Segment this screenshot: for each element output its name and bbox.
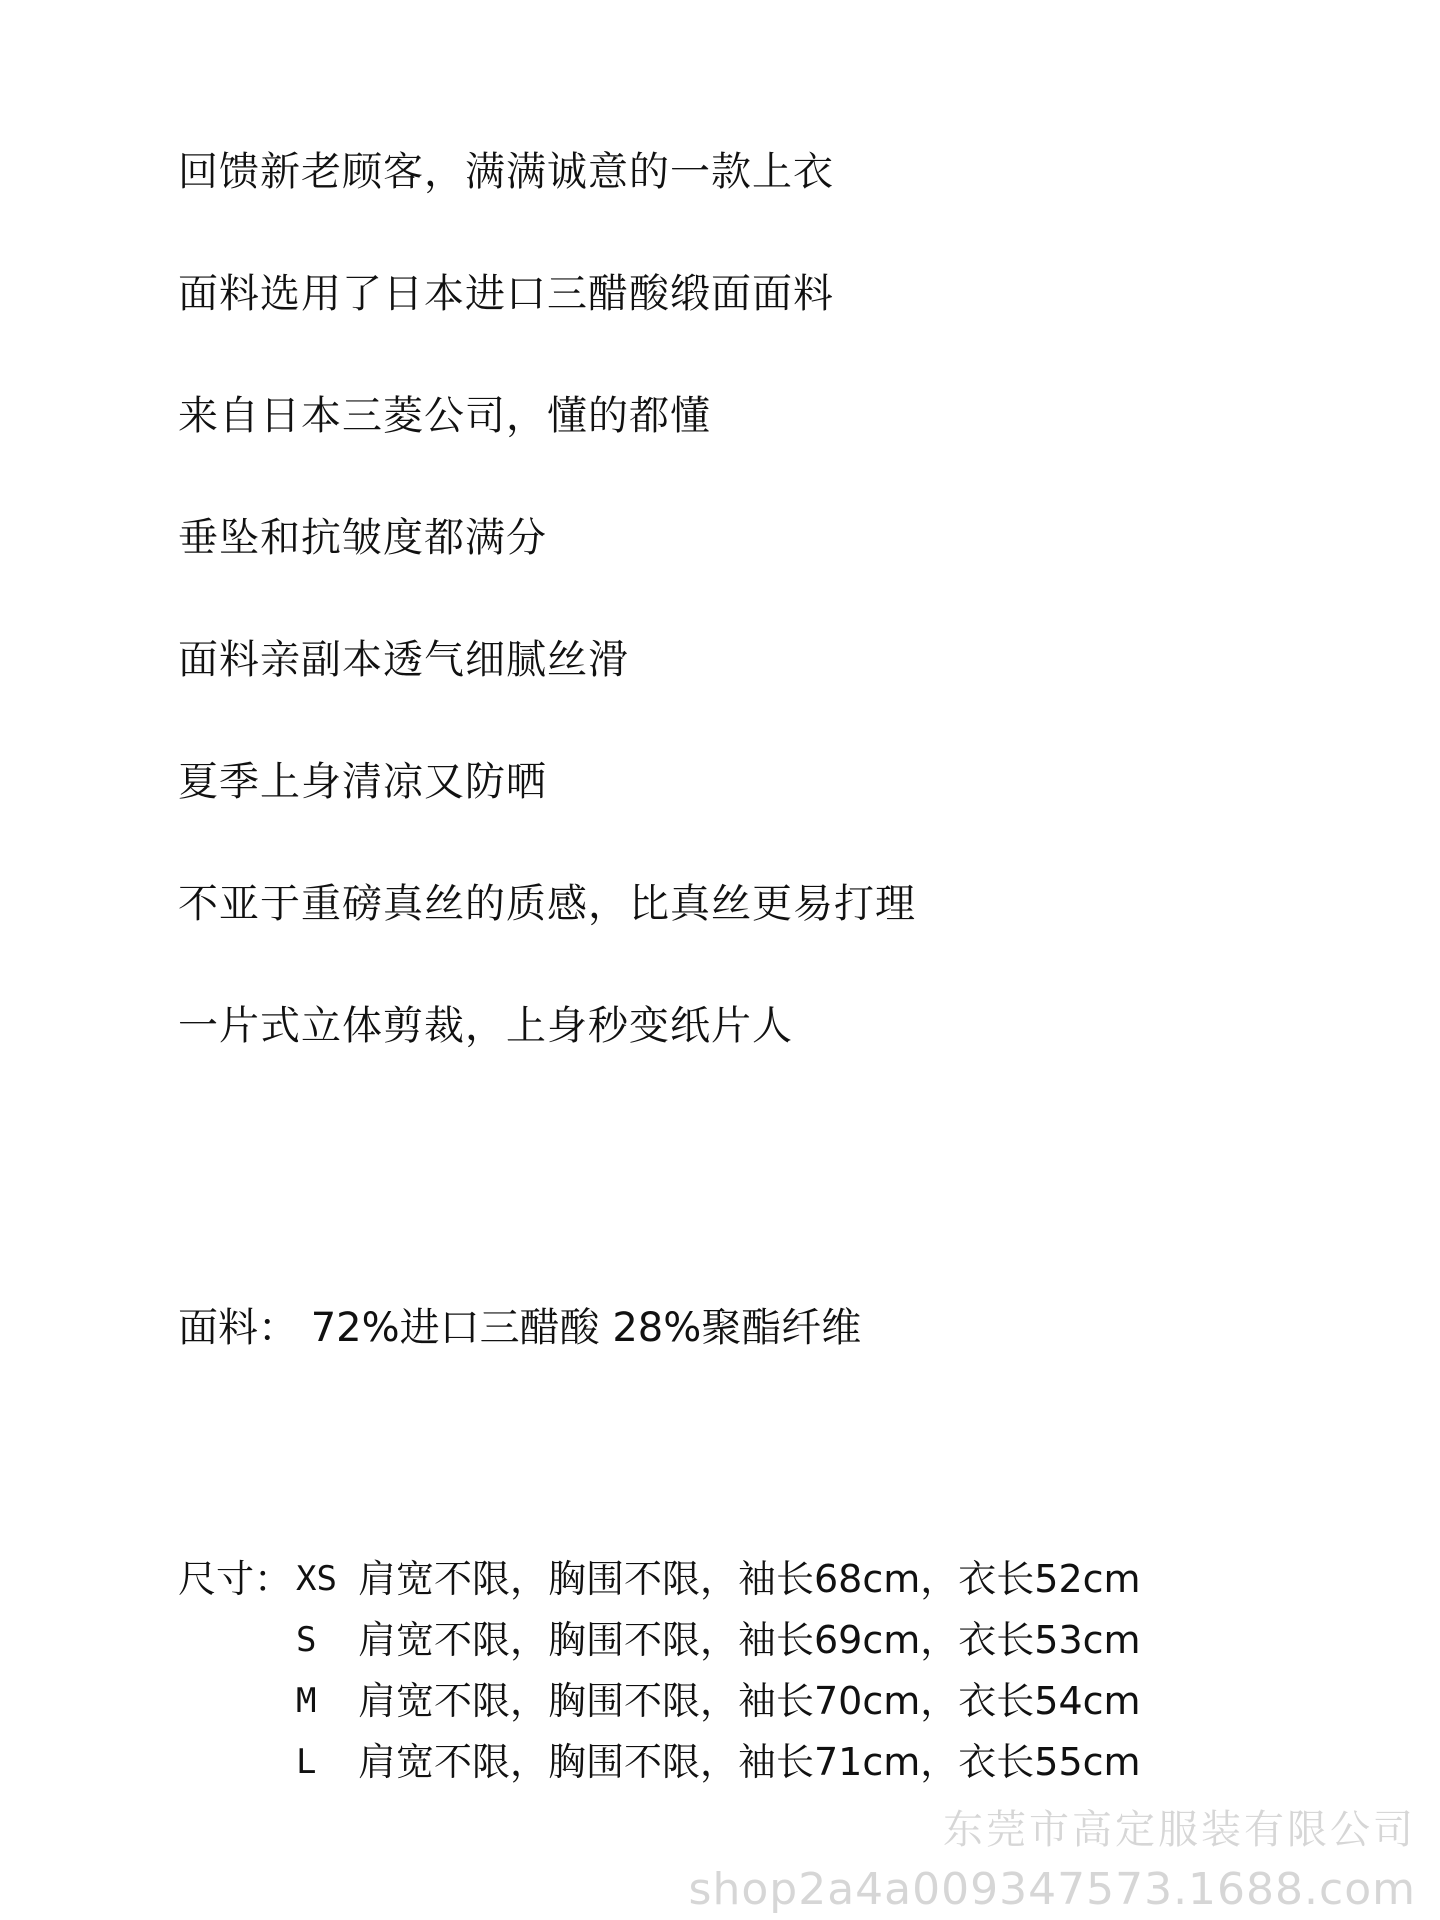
size-row-l: [178, 1731, 1141, 1792]
description-line-3: 来自日本三菱公司，懂的都懂: [178, 393, 711, 439]
size-code: XS: [296, 1558, 337, 1599]
size-desc: 肩宽不限，胸围不限，袖长70cm，衣长54cm: [358, 1678, 1141, 1723]
description-line-1: 回馈新老顾客，满满诚意的一款上衣: [178, 149, 834, 195]
size-code: S: [296, 1619, 317, 1660]
description-line-6: 夏季上身清凉又防晒: [178, 759, 547, 805]
watermark-url: shop2a4a009347573.1688.com: [688, 1864, 1416, 1915]
size-code: M: [296, 1680, 317, 1721]
size-chart: [178, 1548, 1141, 1792]
description-line-7: 不亚于重磅真丝的质感，比真丝更易打理: [178, 881, 916, 927]
size-label: 尺寸：: [178, 1556, 293, 1601]
size-desc: 肩宽不限，胸围不限，袖长69cm，衣长53cm: [358, 1617, 1141, 1662]
size-row-s: [178, 1609, 1141, 1670]
size-code: L: [296, 1741, 317, 1782]
description-line-2: 面料选用了日本进口三醋酸缎面面料: [178, 271, 834, 317]
size-desc: 肩宽不限，胸围不限，袖长68cm，衣长52cm: [358, 1556, 1141, 1601]
size-row-m: [178, 1670, 1141, 1731]
description-line-5: 面料亲副本透气细腻丝滑: [178, 637, 629, 683]
description-line-8: 一片式立体剪裁，上身秒变纸片人: [178, 1003, 793, 1049]
watermark-company: 东莞市高定服装有限公司: [943, 1807, 1416, 1853]
material-composition: 面料： 72%进口三醋酸 28%聚酯纤维: [178, 1305, 862, 1351]
size-row-xs: [178, 1548, 1141, 1609]
size-desc: 肩宽不限，胸围不限，袖长71cm，衣长55cm: [358, 1739, 1141, 1784]
description-line-4: 垂坠和抗皱度都满分: [178, 515, 547, 561]
